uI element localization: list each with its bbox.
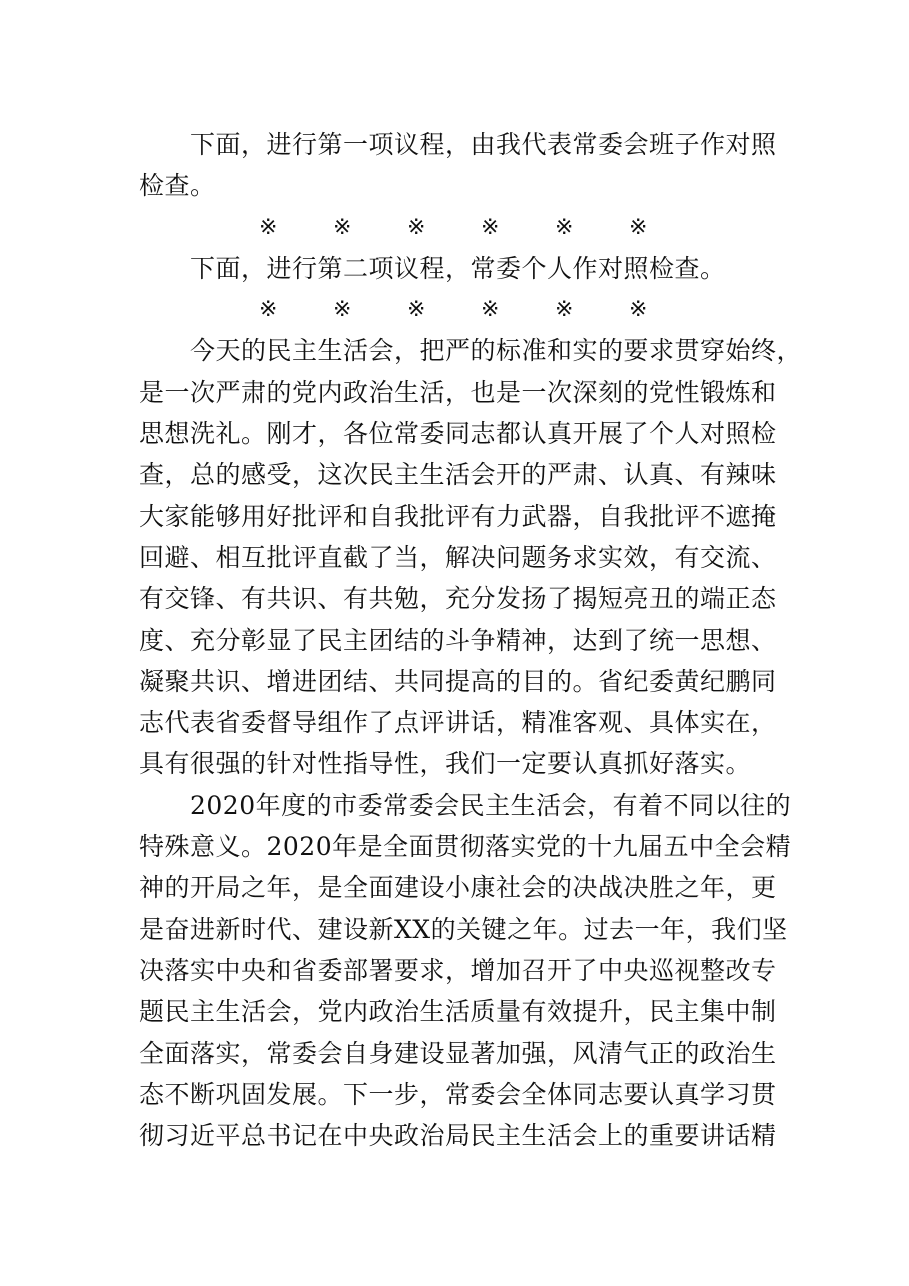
- text-line: 检查。: [139, 171, 216, 201]
- separator-mark: ※: [555, 297, 574, 323]
- text-line: 彻习近平总书记在中央政治局民主生活会上的重要讲话精: [139, 1121, 777, 1151]
- text-line: 度、充分彰显了民主团结的斗争精神，达到了统一思想、: [139, 625, 777, 655]
- separator-mark: ※: [481, 297, 500, 323]
- section-separator: [139, 207, 779, 248]
- text-line: 有交锋、有共识、有共勉，充分发扬了揭短亮丑的端正态: [139, 584, 777, 614]
- separator-mark: ※: [629, 297, 648, 323]
- section-separator: [139, 289, 779, 330]
- text-line: 特殊意义。2020年是全面贯彻落实党的十九届五中全会精: [139, 832, 792, 862]
- text-line: 态不断巩固发展。下一步，常委会全体同志要认真学习贯: [139, 1079, 777, 1109]
- text-line: 全面落实，常委会自身建设显著加强，风清气正的政治生: [139, 1038, 777, 1068]
- separator-mark: ※: [333, 297, 352, 323]
- text-line: 大家能够用好批评和自我批评有力武器，自我批评不遮掩: [139, 501, 777, 531]
- text-line: 回避、相互批评直截了当，解决问题务求实效，有交流、: [139, 542, 777, 572]
- text-line: 凝聚共识、增进团结、共同提高的目的。省纪委黄纪鹏同: [139, 666, 777, 696]
- text-line: 是奋进新时代、建设新XX的关键之年。过去一年，我们坚: [139, 914, 788, 944]
- separator-mark: ※: [481, 214, 500, 240]
- separator-mark: ※: [407, 214, 426, 240]
- separator-mark: ※: [407, 297, 426, 323]
- text-line: 是一次严肃的党内政治生活，也是一次深刻的党性锻炼和: [139, 377, 777, 407]
- text-line: 神的开局之年，是全面建设小康社会的决战决胜之年，更: [139, 873, 777, 903]
- text-line: 具有很强的针对性指导性，我们一定要认真抓好落实。: [139, 749, 752, 779]
- text-line: 思想洗礼。刚才，各位常委同志都认真开展了个人对照检: [139, 419, 777, 449]
- separator-mark: ※: [555, 214, 574, 240]
- separator-mark: ※: [259, 297, 278, 323]
- text-line: 查，总的感受，这次民主生活会开的严肃、认真、有辣味: [139, 460, 777, 490]
- text-line: 题民主生活会，党内政治生活质量有效提升，民主集中制: [139, 997, 777, 1027]
- document-body: [139, 124, 803, 1156]
- separator-mark: ※: [259, 214, 278, 240]
- text-line: 2020年度的市委常委会民主生活会，有着不同以往的: [139, 790, 792, 820]
- text-line: 今天的民主生活会，把严的标准和实的要求贯穿始终，: [139, 336, 803, 366]
- text-line: 下面，进行第一项议程，由我代表常委会班子作对照: [139, 130, 777, 159]
- text-line: 下面，进行第二项议程，常委个人作对照检查。: [139, 253, 726, 283]
- separator-mark: ※: [333, 214, 352, 240]
- text-line: 志代表省委督导组作了点评讲话，精准客观、具体实在，: [139, 708, 777, 738]
- separator-mark: ※: [629, 214, 648, 240]
- text-line: 决落实中央和省委部署要求，增加召开了中央巡视整改专: [139, 955, 777, 985]
